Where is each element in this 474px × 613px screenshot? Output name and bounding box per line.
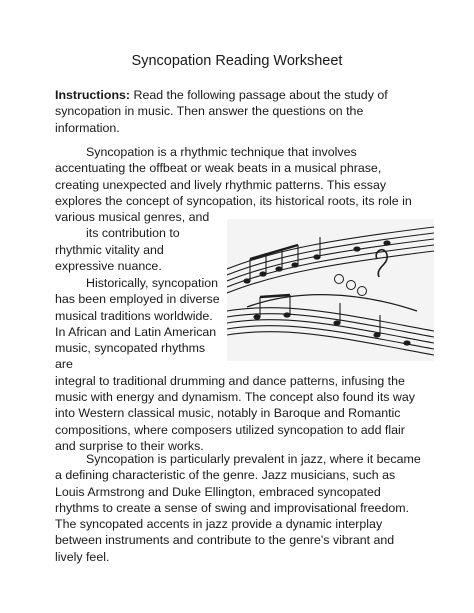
paragraph-history [55,275,425,454]
paragraph-intro-wide: Syncopation is a rhythmic technique that involves accentuating the offbeat or weak beats in a musical phrase, creating unexpected and lively rhythmic patterns. This essay explores the concept of syncopation, its historical roots, its role in various musical genres, and [55,145,412,225]
paragraph-history-wide: integral to traditional drumming and dance patterns, infusing the music with energy and dynamism. The concept also found its way into Western classical music, notably in Baroque and Romantic compositions, where composers utilized syncopation to add flair and surprise to their works. [55,373,415,453]
instructions-text: Read the following passage about the study of syncopation in music. Then answer the questions on the information. [55,88,388,135]
page-title: Syncopation Reading Worksheet [131,53,343,69]
paragraph-jazz: Syncopation is particularly prevalent in jazz, where it became a defining characteristic of the genre. Jazz musicians, such as Louis Armstrong and Duke Ellington, embraced syncopated rhythms to create a sense of swing and improvisational freedom. The syncopated accents in jazz provide a dynamic interplay between instruments and contribute to the genre's vibrant and lively feel. [55,452,421,564]
instructions [55,87,425,136]
paragraph-history-narrow: Historically, syncopation has been employed in diverse musical traditions worldwide. In African and Latin American music, syncopated rhythms are [55,276,220,372]
paragraph-intro-narrow: its contribution to rhythmic vitality and expressive nuance. [55,226,180,274]
instructions-label: Instructions: [55,88,131,102]
